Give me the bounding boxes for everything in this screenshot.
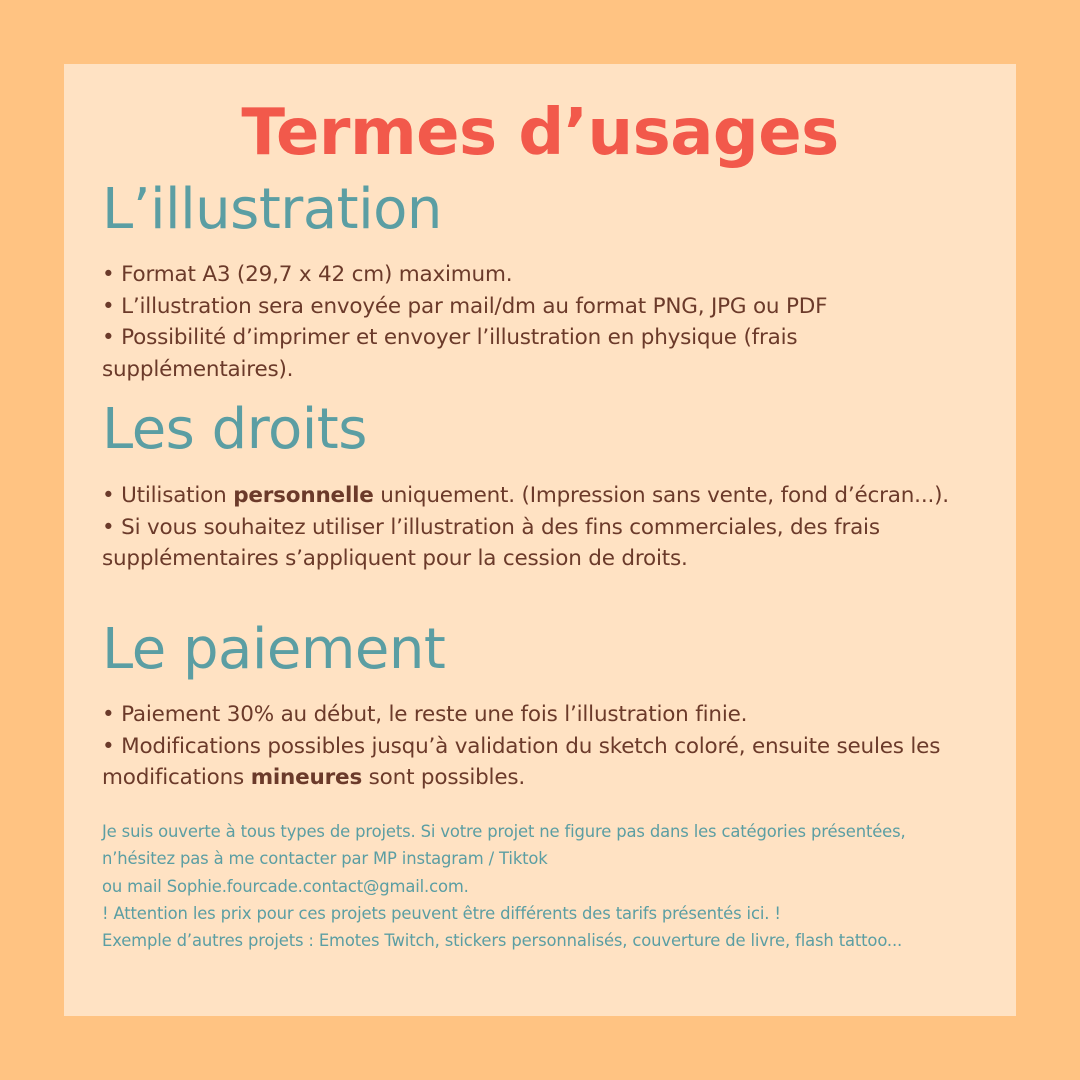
list-item: • Format A3 (29,7 x 42 cm) maximum. (102, 262, 513, 287)
section-heading-illustration: L’illustration (102, 177, 442, 242)
list-item (102, 731, 982, 794)
section-body-paiement (102, 699, 982, 794)
terms-card (64, 64, 1016, 1016)
section-body-droits (102, 480, 982, 575)
list-item: • L’illustration sera envoyée par mail/dm au format PNG, JPG ou PDF (102, 293, 828, 319)
list-item (102, 480, 982, 512)
section-heading-paiement: Le paiement (102, 617, 446, 682)
list-item: • Si vous souhaitez utiliser l’illustration à des fins commerciales, des frais supplémentaires s’appliquent pour la cession de droits. (102, 514, 880, 571)
note-line: ou mail Sophie.fourcade.contact@gmail.com. (102, 876, 469, 896)
section-heading-droits: Les droits (102, 397, 367, 462)
emphasis-text: mineures (250, 765, 363, 790)
note-line: Je suis ouverte à tous types de projets. Si votre projet ne figure pas dans les catégories présentées, n’hésitez pas à me contacter par MP instagram / Tiktok (102, 822, 906, 869)
list-item-text: • Modifications possibles jusqu’à validation du sketch coloré, ensuite seules les modifications (102, 733, 941, 790)
list-item: • Paiement 30% au début, le reste une fois l’illustration finie. (102, 702, 748, 727)
emphasis-text: personnelle (233, 483, 374, 508)
list-item-text: uniquement. (Impression sans vente, fond d’écran...). (373, 483, 949, 508)
contact-note (102, 818, 982, 954)
page-title: Termes d’usages (241, 96, 839, 170)
note-line: Exemple d’autres projets : Emotes Twitch, stickers personnalisés, couverture de livre, flash tattoo... (102, 931, 903, 951)
section-body-illustration (102, 259, 982, 385)
list-item-text: • Utilisation (102, 483, 234, 508)
note-line: ! Attention les prix pour ces projets peuvent être différents des tarifs présentés ici. ! (102, 903, 781, 923)
list-item: • Possibilité d’imprimer et envoyer l’illustration en physique (frais supplémentaires). (102, 325, 798, 382)
list-item-text: sont possibles. (362, 765, 525, 790)
